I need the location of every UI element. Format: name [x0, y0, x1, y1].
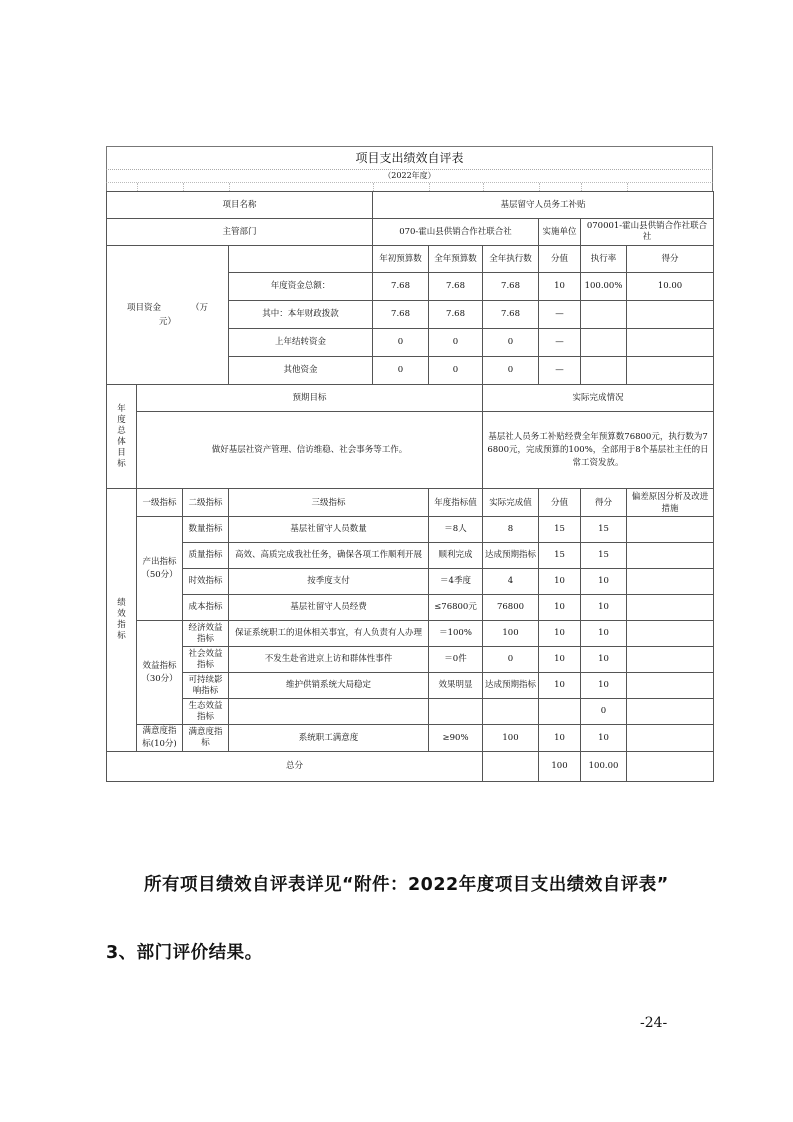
perf-score: 10: [539, 725, 581, 752]
perf-level3: 基层社留守人员数量: [229, 517, 429, 543]
perf-got: 0: [581, 699, 627, 725]
funds-cell: 100.00%: [581, 273, 627, 301]
table-row: [107, 621, 714, 647]
table-year: （2022年度）: [106, 170, 713, 182]
funds-header: 分值: [539, 246, 581, 273]
funds-header: 全年执行数: [483, 246, 539, 273]
perf-note: [627, 621, 714, 647]
funds-cell: 7.68: [429, 301, 483, 329]
funds-cell: 0: [483, 357, 539, 385]
funds-row-label: 其中：本年财政拨款: [229, 301, 373, 329]
perf-score: 15: [539, 543, 581, 569]
funds-cell: 0: [429, 357, 483, 385]
funds-cell: [581, 301, 627, 329]
perf-note: [627, 569, 714, 595]
perf-header: 得分: [581, 489, 627, 517]
label-project-funds: [107, 246, 229, 385]
funds-cell: 0: [483, 329, 539, 357]
perf-got: 10: [581, 647, 627, 673]
perf-target: ＝4季度: [429, 569, 483, 595]
funds-cell: 7.68: [483, 273, 539, 301]
perf-target: 顺利完成: [429, 543, 483, 569]
perf-header: 二级指标: [183, 489, 229, 517]
perf-level2: 经济效益指标: [183, 621, 229, 647]
perf-level2: 时效指标: [183, 569, 229, 595]
perf-level2: 质量指标: [183, 543, 229, 569]
perf-note: [627, 647, 714, 673]
perf-level2: 满意度指标: [183, 725, 229, 752]
funds-cell: 7.68: [373, 301, 429, 329]
table-row: [107, 569, 714, 595]
perf-score: 10: [539, 595, 581, 621]
funds-cell: [581, 357, 627, 385]
funds-cell: [627, 357, 714, 385]
funds-cell: [627, 329, 714, 357]
perf-header: 一级指标: [137, 489, 183, 517]
perf-level3: 维护供销系统大局稳定: [229, 673, 429, 699]
table-row: [107, 595, 714, 621]
goal-side-label: 年度总体目标: [107, 385, 137, 489]
funds-cell: 0: [373, 329, 429, 357]
funds-header: 执行率: [581, 246, 627, 273]
total-label: 总分: [107, 752, 483, 782]
table-row: [107, 725, 714, 752]
funds-label-c: 元）: [158, 317, 176, 327]
perf-target: ≤76800元: [429, 595, 483, 621]
table-body: [106, 191, 714, 782]
funds-cell: —: [539, 357, 581, 385]
perf-actual: 76800: [483, 595, 539, 621]
perf-score: 10: [539, 673, 581, 699]
funds-cell: —: [539, 301, 581, 329]
table-row: [107, 219, 714, 246]
funds-header-blank: [229, 246, 373, 273]
perf-got: 15: [581, 543, 627, 569]
perf-got: 10: [581, 725, 627, 752]
table-row: [107, 246, 714, 273]
funds-cell: —: [539, 329, 581, 357]
perf-target: ＝8人: [429, 517, 483, 543]
perf-header: 三级指标: [229, 489, 429, 517]
perf-note: [627, 699, 714, 725]
perf-got: 15: [581, 517, 627, 543]
implementing-unit: 070001-霍山县供销合作社联合社: [581, 219, 714, 246]
perf-score: 15: [539, 517, 581, 543]
perf-got: 10: [581, 569, 627, 595]
label-project-name: 项目名称: [107, 192, 373, 219]
table-row: [107, 517, 714, 543]
perf-actual: 100: [483, 725, 539, 752]
perf-score: [539, 699, 581, 725]
perf-level2: 成本指标: [183, 595, 229, 621]
table-row: [107, 412, 714, 489]
perf-target: ＝100%: [429, 621, 483, 647]
perf-level3: 高效、高质完成我社任务，确保各项工作顺利开展: [229, 543, 429, 569]
funds-cell: [581, 329, 627, 357]
total-note: [627, 752, 714, 782]
table-row: [107, 385, 714, 412]
funds-cell: 7.68: [483, 301, 539, 329]
goal-actual: 基层社人员务工补贴经费全年预算数76800元，执行数为76800元，完成预算的100%，全部用于8个基层社主任的日常工资发放。: [483, 412, 714, 489]
perf-got: 10: [581, 595, 627, 621]
perf-target: [429, 699, 483, 725]
perf-level3: 按季度支付: [229, 569, 429, 595]
perf-level3: 基层社留守人员经费: [229, 595, 429, 621]
perf-level3: 不发生赴省进京上访和群体性事件: [229, 647, 429, 673]
perf-level2: 数量指标: [183, 517, 229, 543]
column-guides: [106, 182, 713, 191]
perf-got: 10: [581, 621, 627, 647]
perf-header: 偏差原因分析及改进措施: [627, 489, 714, 517]
project-name: 基层留守人员务工补贴: [373, 192, 714, 219]
perf-level3: 系统职工满意度: [229, 725, 429, 752]
funds-label-a: 项目资金: [126, 303, 161, 313]
perf-level1: 产出指标（50分）: [137, 517, 183, 621]
table-row: [107, 647, 714, 673]
department: 070-霍山县供销合作社联合社: [373, 219, 539, 246]
funds-cell: 10.00: [627, 273, 714, 301]
attachment-note: 所有项目绩效自评表详见“附件：2022年度项目支出绩效自评表”: [144, 875, 669, 895]
perf-level1: 满意度指标(10分): [137, 725, 183, 752]
perf-score: 10: [539, 569, 581, 595]
total-score: 100: [539, 752, 581, 782]
total-blank: [483, 752, 539, 782]
perf-level2: 生态效益指标: [183, 699, 229, 725]
table-row: [107, 673, 714, 699]
funds-header: 全年预算数: [429, 246, 483, 273]
goal-header-actual: 实际完成情况: [483, 385, 714, 412]
funds-cell: 0: [373, 357, 429, 385]
label-department: 主管部门: [107, 219, 373, 246]
perf-note: [627, 517, 714, 543]
perf-actual: [483, 699, 539, 725]
performance-self-evaluation-table: [106, 146, 713, 782]
perf-target: 效果明显: [429, 673, 483, 699]
funds-header: 得分: [627, 246, 714, 273]
perf-actual: 4: [483, 569, 539, 595]
table-row: [107, 699, 714, 725]
perf-score: 10: [539, 647, 581, 673]
funds-row-label: 其他资金: [229, 357, 373, 385]
perf-target: ≥90%: [429, 725, 483, 752]
funds-cell: 7.68: [373, 273, 429, 301]
perf-header: 分值: [539, 489, 581, 517]
label-implementing-unit: 实施单位: [539, 219, 581, 246]
total-got: 100.00: [581, 752, 627, 782]
perf-note: [627, 673, 714, 699]
perf-actual: 达成预期指标: [483, 673, 539, 699]
perf-level3: 保证系统职工的退休相关事宜，有人负责有人办理: [229, 621, 429, 647]
perf-note: [627, 725, 714, 752]
perf-header: 年度指标值: [429, 489, 483, 517]
perf-target: ＝0件: [429, 647, 483, 673]
funds-cell: 7.68: [429, 273, 483, 301]
perf-note: [627, 543, 714, 569]
funds-cell: 0: [429, 329, 483, 357]
perf-actual: 达成预期指标: [483, 543, 539, 569]
perf-score: 10: [539, 621, 581, 647]
table-row: [107, 752, 714, 782]
perf-level1: 效益指标（30分）: [137, 621, 183, 725]
funds-cell: [627, 301, 714, 329]
funds-header: 年初预算数: [373, 246, 429, 273]
perf-header: 实际完成值: [483, 489, 539, 517]
table-title: 项目支出绩效自评表: [106, 146, 713, 170]
perf-level2: 社会效益指标: [183, 647, 229, 673]
section-heading: 3、部门评价结果。: [106, 943, 263, 963]
perf-level3: [229, 699, 429, 725]
table-row: [107, 489, 714, 517]
funds-label-b: （万: [191, 303, 209, 313]
funds-row-label: 年度资金总额：: [229, 273, 373, 301]
perf-level2: 可持续影响指标: [183, 673, 229, 699]
perf-note: [627, 595, 714, 621]
table-row: [107, 192, 714, 219]
page-number: -24-: [640, 1015, 668, 1031]
perf-got: 10: [581, 673, 627, 699]
perf-actual: 0: [483, 647, 539, 673]
perf-side-label: 绩效指标: [107, 489, 137, 752]
table-row: [107, 543, 714, 569]
funds-cell: 10: [539, 273, 581, 301]
goal-expected: 做好基层社资产管理、信访维稳、社会事务等工作。: [137, 412, 483, 489]
funds-row-label: 上年结转资金: [229, 329, 373, 357]
goal-header-expected: 预期目标: [137, 385, 483, 412]
perf-actual: 100: [483, 621, 539, 647]
perf-actual: 8: [483, 517, 539, 543]
